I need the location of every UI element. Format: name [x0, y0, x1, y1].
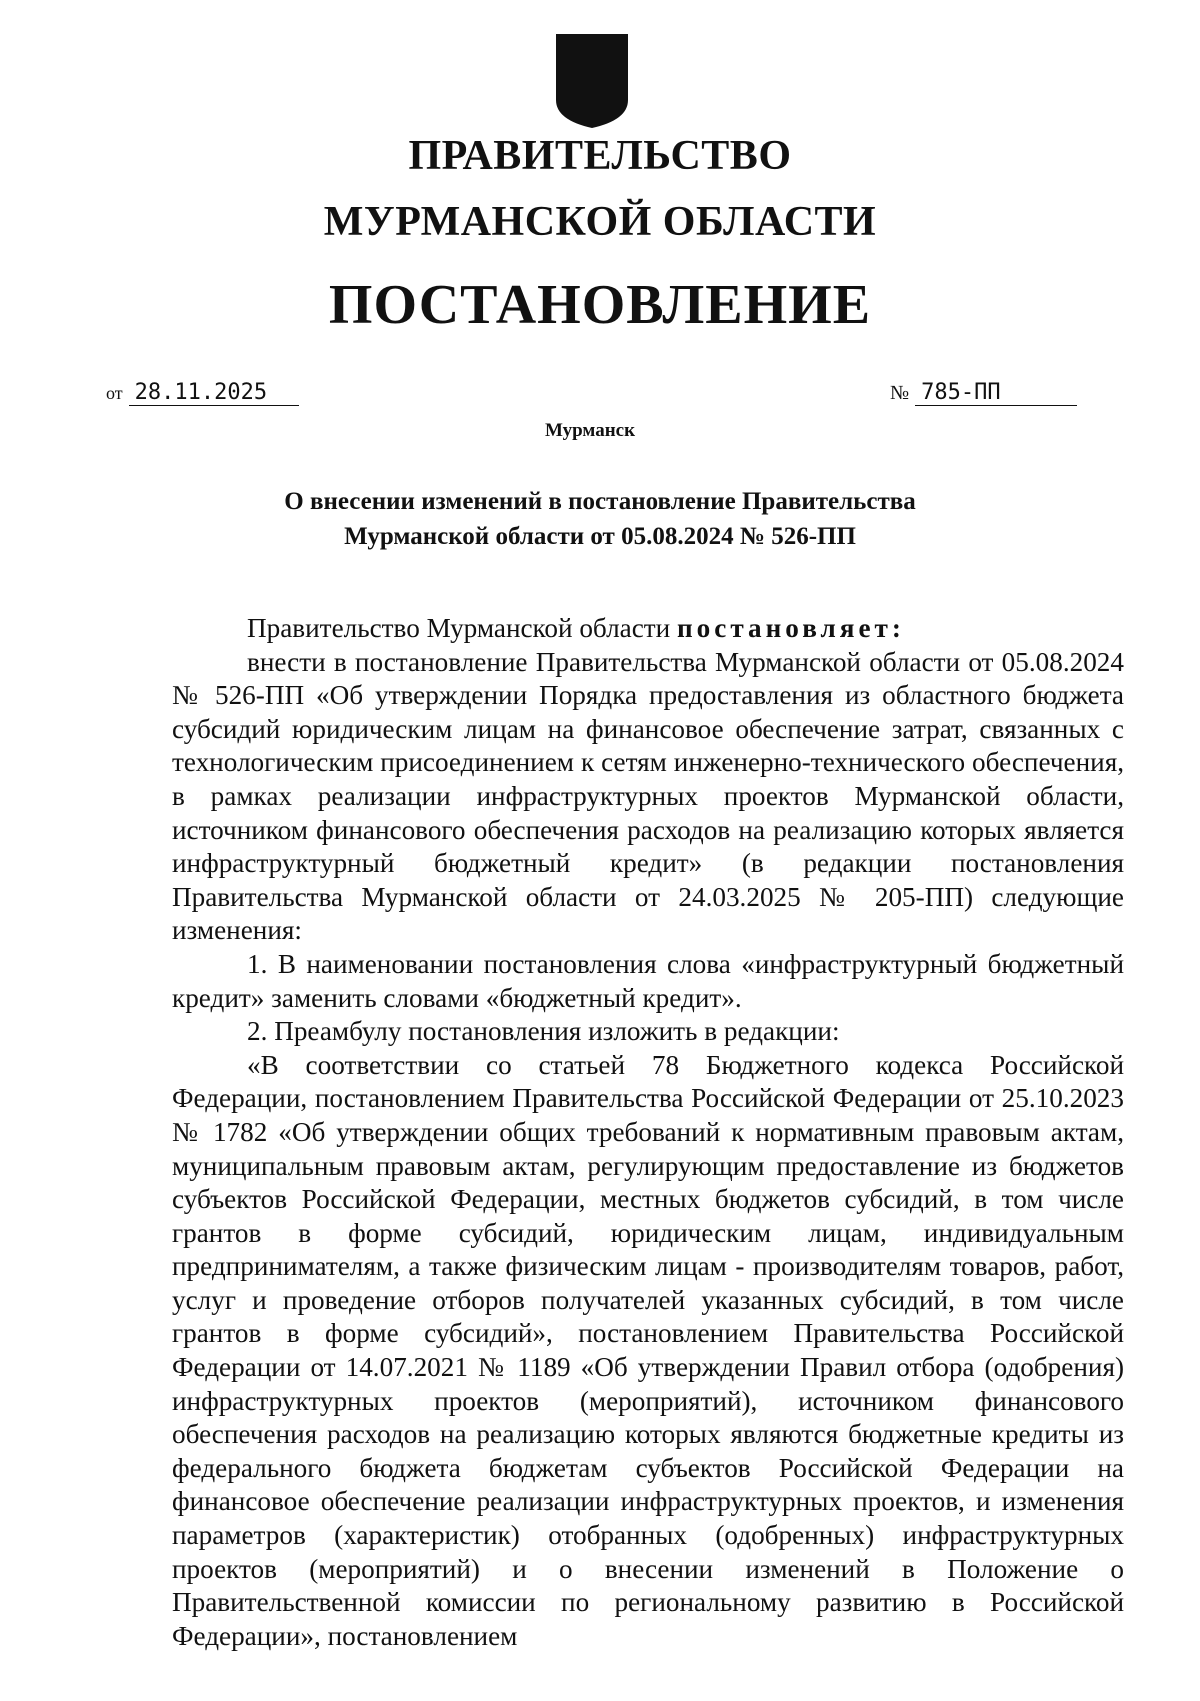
body-paragraph-3: 2. Преамбулу постановления изложить в редакции: — [247, 1016, 840, 1047]
intro-text: Правительство Мурманской области — [247, 613, 678, 643]
body-paragraph-2: 1. В наименовании постановления слова «инфраструктурный бюджетный кредит» заменить словами «бюджетный кредит». — [172, 948, 1124, 1013]
document-type-heading: ПОСТАНОВЛЕНИЕ — [328, 274, 872, 336]
document-body — [172, 612, 1124, 1653]
document-number — [890, 380, 1077, 406]
number-value: 785-ПП — [915, 380, 1077, 406]
title-line1: О внесении изменений в постановление Правительства — [284, 488, 916, 515]
organization-name-line1: ПРАВИТЕЛЬСТВО — [408, 133, 792, 179]
date-value: 28.11.2025 — [129, 380, 299, 406]
coat-of-arms-emblem — [552, 30, 632, 130]
body-intro — [172, 612, 1124, 646]
number-label: № — [890, 382, 910, 404]
organization-name-line2: МУРМАНСКОЙ ОБЛАСТИ — [323, 199, 877, 245]
date-label: от — [106, 383, 123, 403]
document-title — [0, 484, 1200, 554]
city-name: Мурманск — [544, 420, 636, 441]
intro-resolves: постановляет: — [677, 613, 905, 643]
document-date — [106, 380, 299, 406]
body-paragraph-1: внести в постановление Правительства Мурманской области от 05.08.2024 № 526-ПП «Об утверждении Порядка предоставления из областного бюджета субсидий юридическим лицам на финансовое обеспечение затрат, связанных с технологическим присоединением к сетям инженерно-технического обеспечения, в рамках реализации инфраструктурных проектов Мурманской области, источником финансового обеспечения расходов на реализацию которых является инфраструктурный бюджетный кредит» (в редакции постановления Правительства Мурманской области от 24.03.2025 № 205-ПП) следующие изменения: — [172, 646, 1124, 946]
title-line2: Мурманской области от 05.08.2024 № 526-ПП — [344, 523, 856, 550]
body-paragraph-4: «В соответствии со статьей 78 Бюджетного кодекса Российской Федерации, постановлением Правительства Российской Федерации от 25.10.2023 № 1782 «Об утверждении общих требований к нормативным правовым актам, муниципальным правовым актам, регулирующим предоставление из бюджетов субъектов Российской Федерации, местных бюджетов субсидий, в том числе грантов в форме субсидий, юридическим лицам, индивидуальным предпринимателям, а также физическим лицам - производителям товаров, работ, услуг и проведение отборов получателей указанных субсидий, в том числе грантов в форме субсидий», постановлением Правительства Российской Федерации от 14.07.2021 № 1189 «Об утверждении Правил отбора (одобрения) инфраструктурных проектов (мероприятий), источником финансового обеспечения расходов на реализацию которых являются бюджетные кредиты из федерального бюджета бюджетам субъектов Российской Федерации на финансовое обеспечение реализации инфраструктурных проектов, и изменения параметров (характеристик) отобранных (одобренных) инфраструктурных проектов (мероприятий) и о внесении изменений в Положение о Правительственной комиссии по региональному развитию в Российской Федерации», постановлением — [172, 1049, 1124, 1651]
shield-icon — [552, 30, 632, 130]
